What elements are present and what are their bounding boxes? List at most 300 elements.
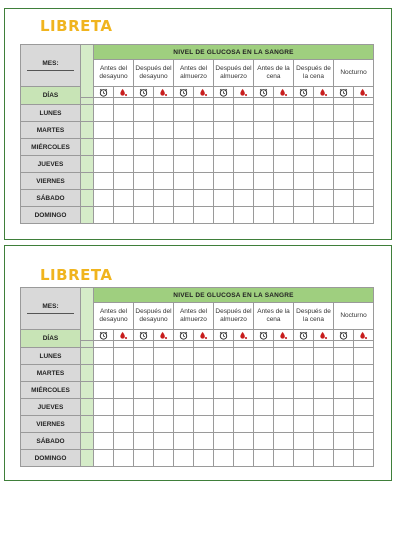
entry-cell[interactable] xyxy=(214,416,234,433)
entry-cell[interactable] xyxy=(334,382,354,399)
entry-cell[interactable] xyxy=(94,122,114,139)
entry-cell[interactable] xyxy=(234,450,254,467)
entry-cell[interactable] xyxy=(94,348,114,365)
entry-cell[interactable] xyxy=(154,450,174,467)
entry-cell[interactable] xyxy=(354,207,374,224)
entry-cell[interactable] xyxy=(194,98,214,105)
entry-cell[interactable] xyxy=(274,173,294,190)
entry-cell[interactable] xyxy=(274,365,294,382)
entry-cell[interactable] xyxy=(134,399,154,416)
entry-cell[interactable] xyxy=(334,105,354,122)
entry-cell[interactable] xyxy=(334,365,354,382)
entry-cell[interactable] xyxy=(254,433,274,450)
entry-cell[interactable] xyxy=(234,98,254,105)
entry-cell[interactable] xyxy=(354,399,374,416)
entry-cell[interactable] xyxy=(314,173,334,190)
entry-cell[interactable] xyxy=(354,348,374,365)
green-spacer xyxy=(81,450,94,467)
entry-cell[interactable] xyxy=(134,105,154,122)
entry-cell[interactable] xyxy=(194,450,214,467)
entry-cell[interactable] xyxy=(114,105,134,122)
green-spacer xyxy=(81,416,94,433)
period-label: Antes del almuerzo xyxy=(174,60,214,87)
entry-cell[interactable] xyxy=(94,173,114,190)
entry-cell[interactable] xyxy=(234,433,254,450)
blood-drop-icon xyxy=(314,87,334,98)
entry-cell[interactable] xyxy=(294,450,314,467)
entry-cell[interactable] xyxy=(94,382,114,399)
entry-cell[interactable] xyxy=(194,399,214,416)
day-row xyxy=(21,122,374,139)
period-label: Nocturno xyxy=(334,60,374,87)
entry-cell[interactable] xyxy=(254,341,274,348)
entry-cell[interactable] xyxy=(134,122,154,139)
entry-cell[interactable] xyxy=(234,105,254,122)
entry-cell[interactable] xyxy=(234,399,254,416)
entry-cell[interactable] xyxy=(314,156,334,173)
entry-cell[interactable] xyxy=(114,416,134,433)
entry-cell[interactable] xyxy=(94,365,114,382)
entry-cell[interactable] xyxy=(94,105,114,122)
green-spacer xyxy=(81,45,94,98)
entry-cell[interactable] xyxy=(214,98,234,105)
entry-cell[interactable] xyxy=(134,98,154,105)
entry-cell[interactable] xyxy=(114,98,134,105)
entry-cell[interactable] xyxy=(174,450,194,467)
blood-drop-icon xyxy=(314,330,334,341)
entry-cell[interactable] xyxy=(254,207,274,224)
entry-cell[interactable] xyxy=(294,416,314,433)
alarm-clock-icon xyxy=(174,330,194,341)
entry-cell[interactable] xyxy=(154,122,174,139)
green-spacer xyxy=(81,288,94,341)
blood-drop-icon xyxy=(234,330,254,341)
alarm-clock-icon xyxy=(294,87,314,98)
entry-cell[interactable] xyxy=(114,122,134,139)
alarm-clock-icon xyxy=(214,330,234,341)
entry-cell[interactable] xyxy=(94,156,114,173)
alarm-clock-icon xyxy=(254,87,274,98)
period-label: Después de la cena xyxy=(294,303,334,330)
entry-cell[interactable] xyxy=(354,416,374,433)
entry-cell[interactable] xyxy=(194,341,214,348)
period-label: Después del almuerzo xyxy=(214,60,254,87)
entry-cell[interactable] xyxy=(314,341,334,348)
entry-cell[interactable] xyxy=(274,207,294,224)
entry-cell[interactable] xyxy=(334,348,354,365)
entry-cell[interactable] xyxy=(174,139,194,156)
entry-cell[interactable] xyxy=(134,348,154,365)
entry-cell[interactable] xyxy=(294,98,314,105)
entry-cell[interactable] xyxy=(334,190,354,207)
day-label: JUEVES xyxy=(21,156,81,173)
green-spacer xyxy=(81,139,94,156)
entry-cell[interactable] xyxy=(274,122,294,139)
entry-cell[interactable] xyxy=(114,450,134,467)
entry-cell[interactable] xyxy=(334,173,354,190)
entry-cell[interactable] xyxy=(354,105,374,122)
day-row xyxy=(21,173,374,190)
entry-cell[interactable] xyxy=(154,98,174,105)
day-label: LUNES xyxy=(21,348,81,365)
entry-cell[interactable] xyxy=(114,156,134,173)
day-row xyxy=(21,190,374,207)
card-title: LIBRETA xyxy=(40,266,113,284)
entry-cell[interactable] xyxy=(294,207,314,224)
entry-cell[interactable] xyxy=(234,416,254,433)
entry-cell[interactable] xyxy=(294,341,314,348)
entry-cell[interactable] xyxy=(334,156,354,173)
entry-cell[interactable] xyxy=(354,139,374,156)
entry-cell[interactable] xyxy=(174,348,194,365)
alarm-clock-icon xyxy=(294,330,314,341)
entry-cell[interactable] xyxy=(114,348,134,365)
entry-cell[interactable] xyxy=(334,450,354,467)
blood-drop-icon xyxy=(274,87,294,98)
period-label: Después del desayuno xyxy=(134,60,174,87)
blood-drop-icon xyxy=(274,330,294,341)
day-label: SÁBADO xyxy=(21,433,81,450)
entry-cell[interactable] xyxy=(94,450,114,467)
entry-cell[interactable] xyxy=(254,156,274,173)
entry-cell[interactable] xyxy=(314,416,334,433)
entry-cell[interactable] xyxy=(234,365,254,382)
day-row xyxy=(21,416,374,433)
entry-cell[interactable] xyxy=(254,105,274,122)
entry-cell[interactable] xyxy=(334,139,354,156)
entry-cell[interactable] xyxy=(354,190,374,207)
day-label: MIÉRCOLES xyxy=(21,382,81,399)
entry-cell[interactable] xyxy=(234,156,254,173)
entry-cell[interactable] xyxy=(174,122,194,139)
entry-cell[interactable] xyxy=(254,98,274,105)
period-label: Antes de la cena xyxy=(254,303,294,330)
entry-cell[interactable] xyxy=(254,382,274,399)
entry-cell[interactable] xyxy=(154,341,174,348)
entry-cell[interactable] xyxy=(214,156,234,173)
green-spacer xyxy=(81,433,94,450)
entry-cell[interactable] xyxy=(254,399,274,416)
entry-cell[interactable] xyxy=(294,348,314,365)
entry-cell[interactable] xyxy=(214,139,234,156)
entry-cell[interactable] xyxy=(234,348,254,365)
green-spacer xyxy=(81,173,94,190)
entry-cell[interactable] xyxy=(274,105,294,122)
entry-cell[interactable] xyxy=(314,365,334,382)
entry-cell[interactable] xyxy=(294,433,314,450)
entry-cell[interactable] xyxy=(214,207,234,224)
entry-cell[interactable] xyxy=(134,173,154,190)
entry-cell[interactable] xyxy=(294,122,314,139)
entry-cell[interactable] xyxy=(274,98,294,105)
entry-cell[interactable] xyxy=(94,341,114,348)
green-spacer xyxy=(81,98,94,105)
entry-cell[interactable] xyxy=(254,173,274,190)
entry-cell[interactable] xyxy=(294,105,314,122)
entry-cell[interactable] xyxy=(174,399,194,416)
entry-cell[interactable] xyxy=(134,139,154,156)
entry-cell[interactable] xyxy=(214,382,234,399)
entry-cell[interactable] xyxy=(114,399,134,416)
entry-cell[interactable] xyxy=(294,382,314,399)
entry-cell[interactable] xyxy=(94,190,114,207)
glucose-header: NIVEL DE GLUCOSA EN LA SANGRE xyxy=(94,288,374,303)
entry-cell[interactable] xyxy=(154,139,174,156)
entry-cell[interactable] xyxy=(274,341,294,348)
entry-cell[interactable] xyxy=(194,122,214,139)
entry-cell[interactable] xyxy=(174,382,194,399)
entry-cell[interactable] xyxy=(274,450,294,467)
blood-drop-icon xyxy=(194,87,214,98)
entry-cell[interactable] xyxy=(334,433,354,450)
entry-cell[interactable] xyxy=(114,173,134,190)
day-label: SÁBADO xyxy=(21,190,81,207)
green-spacer xyxy=(81,105,94,122)
entry-cell[interactable] xyxy=(154,416,174,433)
entry-cell[interactable] xyxy=(214,450,234,467)
days-label: DÍAS xyxy=(21,87,81,105)
entry-cell[interactable] xyxy=(194,348,214,365)
entry-cell[interactable] xyxy=(294,365,314,382)
entry-cell[interactable] xyxy=(114,190,134,207)
entry-cell[interactable] xyxy=(154,190,174,207)
entry-cell[interactable] xyxy=(134,156,154,173)
entry-cell[interactable] xyxy=(94,416,114,433)
blood-drop-icon xyxy=(194,330,214,341)
entry-cell[interactable] xyxy=(354,98,374,105)
entry-cell[interactable] xyxy=(174,156,194,173)
entry-cell[interactable] xyxy=(314,122,334,139)
green-spacer xyxy=(81,207,94,224)
month-label: MES: xyxy=(42,303,59,310)
entry-cell[interactable] xyxy=(274,416,294,433)
entry-cell[interactable] xyxy=(214,105,234,122)
entry-cell[interactable] xyxy=(154,348,174,365)
entry-cell[interactable] xyxy=(94,433,114,450)
entry-cell[interactable] xyxy=(174,341,194,348)
day-row xyxy=(21,433,374,450)
entry-cell[interactable] xyxy=(194,190,214,207)
entry-cell[interactable] xyxy=(94,139,114,156)
entry-cell[interactable] xyxy=(174,365,194,382)
entry-cell[interactable] xyxy=(114,139,134,156)
entry-cell[interactable] xyxy=(354,341,374,348)
entry-cell[interactable] xyxy=(314,105,334,122)
entry-cell[interactable] xyxy=(194,365,214,382)
entry-cell[interactable] xyxy=(294,190,314,207)
entry-cell[interactable] xyxy=(314,139,334,156)
alarm-clock-icon xyxy=(134,330,154,341)
entry-cell[interactable] xyxy=(134,382,154,399)
entry-cell[interactable] xyxy=(294,156,314,173)
entry-cell[interactable] xyxy=(134,341,154,348)
entry-cell[interactable] xyxy=(354,382,374,399)
entry-cell[interactable] xyxy=(354,365,374,382)
alarm-clock-icon xyxy=(334,330,354,341)
entry-cell[interactable] xyxy=(314,190,334,207)
entry-cell[interactable] xyxy=(114,433,134,450)
entry-cell[interactable] xyxy=(94,207,114,224)
entry-cell[interactable] xyxy=(134,190,154,207)
green-spacer xyxy=(81,122,94,139)
entry-cell[interactable] xyxy=(174,173,194,190)
entry-cell[interactable] xyxy=(254,139,274,156)
entry-cell[interactable] xyxy=(254,348,274,365)
entry-cell[interactable] xyxy=(334,122,354,139)
entry-cell[interactable] xyxy=(294,173,314,190)
blood-drop-icon xyxy=(154,330,174,341)
alarm-clock-icon xyxy=(94,87,114,98)
entry-cell[interactable] xyxy=(274,399,294,416)
entry-cell[interactable] xyxy=(254,416,274,433)
entry-cell[interactable] xyxy=(274,156,294,173)
entry-cell[interactable] xyxy=(214,365,234,382)
green-spacer xyxy=(81,156,94,173)
day-row xyxy=(21,207,374,224)
entry-cell[interactable] xyxy=(194,156,214,173)
day-label: MARTES xyxy=(21,122,81,139)
month-cell[interactable] xyxy=(21,45,81,87)
entry-cell[interactable] xyxy=(334,207,354,224)
entry-cell[interactable] xyxy=(194,433,214,450)
entry-cell[interactable] xyxy=(174,105,194,122)
entry-cell[interactable] xyxy=(154,433,174,450)
entry-cell[interactable] xyxy=(174,433,194,450)
entry-cell[interactable] xyxy=(134,365,154,382)
card-title: LIBRETA xyxy=(40,17,113,35)
entry-cell[interactable] xyxy=(114,341,134,348)
day-row xyxy=(21,105,374,122)
entry-cell[interactable] xyxy=(114,365,134,382)
entry-cell[interactable] xyxy=(94,98,114,105)
entry-cell[interactable] xyxy=(154,207,174,224)
entry-cell[interactable] xyxy=(194,173,214,190)
alarm-clock-icon xyxy=(94,330,114,341)
entry-cell[interactable] xyxy=(354,450,374,467)
period-label: Después del desayuno xyxy=(134,303,174,330)
day-label: DOMINGO xyxy=(21,207,81,224)
entry-cell[interactable] xyxy=(314,433,334,450)
entry-cell[interactable] xyxy=(154,105,174,122)
entry-cell[interactable] xyxy=(354,122,374,139)
alarm-clock-icon xyxy=(174,87,194,98)
entry-cell[interactable] xyxy=(154,382,174,399)
entry-cell[interactable] xyxy=(114,382,134,399)
entry-cell[interactable] xyxy=(134,450,154,467)
entry-cell[interactable] xyxy=(134,416,154,433)
alarm-clock-icon xyxy=(254,330,274,341)
entry-cell[interactable] xyxy=(254,122,274,139)
entry-cell[interactable] xyxy=(274,433,294,450)
entry-cell[interactable] xyxy=(214,433,234,450)
entry-cell[interactable] xyxy=(254,190,274,207)
entry-cell[interactable] xyxy=(274,190,294,207)
month-input-line[interactable] xyxy=(27,70,74,71)
day-row xyxy=(21,382,374,399)
entry-cell[interactable] xyxy=(294,139,314,156)
entry-cell[interactable] xyxy=(354,173,374,190)
entry-cell[interactable] xyxy=(334,98,354,105)
entry-cell[interactable] xyxy=(114,207,134,224)
alarm-clock-icon xyxy=(334,87,354,98)
entry-cell[interactable] xyxy=(234,341,254,348)
entry-cell[interactable] xyxy=(134,433,154,450)
entry-cell[interactable] xyxy=(154,156,174,173)
entry-cell[interactable] xyxy=(314,450,334,467)
entry-cell[interactable] xyxy=(234,382,254,399)
entry-cell[interactable] xyxy=(234,207,254,224)
entry-cell[interactable] xyxy=(154,365,174,382)
entry-cell[interactable] xyxy=(194,416,214,433)
blood-drop-icon xyxy=(154,87,174,98)
entry-cell[interactable] xyxy=(314,382,334,399)
header-row xyxy=(21,45,374,60)
entry-cell[interactable] xyxy=(234,139,254,156)
entry-cell[interactable] xyxy=(334,416,354,433)
entry-cell[interactable] xyxy=(194,207,214,224)
blood-drop-icon xyxy=(234,87,254,98)
entry-cell[interactable] xyxy=(214,173,234,190)
entry-cell[interactable] xyxy=(354,156,374,173)
green-spacer xyxy=(81,341,94,348)
entry-cell[interactable] xyxy=(174,98,194,105)
day-label: VIERNES xyxy=(21,173,81,190)
glucose-header: NIVEL DE GLUCOSA EN LA SANGRE xyxy=(94,45,374,60)
entry-cell[interactable] xyxy=(134,207,154,224)
entry-cell[interactable] xyxy=(274,139,294,156)
entry-cell[interactable] xyxy=(194,139,214,156)
entry-cell[interactable] xyxy=(274,348,294,365)
entry-cell[interactable] xyxy=(214,122,234,139)
entry-cell[interactable] xyxy=(194,105,214,122)
entry-cell[interactable] xyxy=(214,190,234,207)
entry-cell[interactable] xyxy=(254,365,274,382)
entry-cell[interactable] xyxy=(354,433,374,450)
day-label: MIÉRCOLES xyxy=(21,139,81,156)
entry-cell[interactable] xyxy=(194,382,214,399)
month-label: MES: xyxy=(42,60,59,67)
entry-cell[interactable] xyxy=(94,399,114,416)
entry-cell[interactable] xyxy=(254,450,274,467)
entry-cell[interactable] xyxy=(314,207,334,224)
entry-cell[interactable] xyxy=(274,382,294,399)
entry-cell[interactable] xyxy=(174,416,194,433)
entry-cell[interactable] xyxy=(314,399,334,416)
period-label: Antes del desayuno xyxy=(94,60,134,87)
entry-cell[interactable] xyxy=(334,341,354,348)
entry-cell[interactable] xyxy=(154,399,174,416)
entry-cell[interactable] xyxy=(294,399,314,416)
entry-cell[interactable] xyxy=(314,98,334,105)
entry-cell[interactable] xyxy=(214,399,234,416)
month-input-line[interactable] xyxy=(27,313,74,314)
entry-cell[interactable] xyxy=(334,399,354,416)
entry-cell[interactable] xyxy=(154,173,174,190)
entry-cell[interactable] xyxy=(174,207,194,224)
entry-cell[interactable] xyxy=(234,173,254,190)
blood-drop-icon xyxy=(354,330,374,341)
day-row xyxy=(21,139,374,156)
entry-cell[interactable] xyxy=(234,190,254,207)
entry-cell[interactable] xyxy=(214,341,234,348)
month-cell[interactable] xyxy=(21,288,81,330)
days-label: DÍAS xyxy=(21,330,81,348)
entry-cell[interactable] xyxy=(234,122,254,139)
entry-cell[interactable] xyxy=(314,348,334,365)
entry-cell[interactable] xyxy=(174,190,194,207)
day-row xyxy=(21,365,374,382)
entry-cell[interactable] xyxy=(214,348,234,365)
